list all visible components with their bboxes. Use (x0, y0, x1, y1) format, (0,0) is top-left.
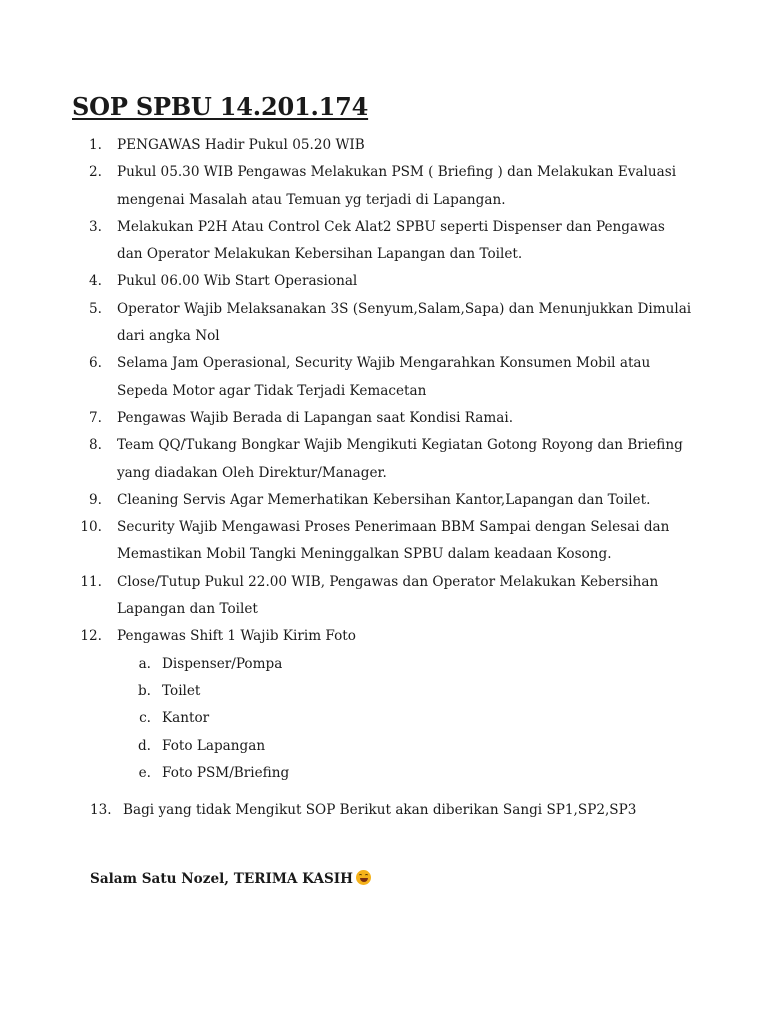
closing-text: Salam Satu Nozel, TERIMA KASIH (90, 871, 354, 887)
sop-list (0, 132, 768, 787)
list-text: Pengawas Shift 1 Wajib Kirim Foto (117, 628, 356, 645)
list-number: 11. (80, 573, 102, 590)
sublist-item (117, 705, 692, 732)
list-number: 8. (89, 437, 102, 454)
sublist-text: Kantor (162, 710, 210, 727)
list-item (0, 350, 768, 405)
sublist-letter: e. (138, 764, 151, 781)
list-text: Bagi yang tidak Mengikut SOP Berikut akan diberikan Sangi SP1,SP2,SP3 (123, 802, 637, 818)
list-text: Pukul 06.00 Wib Start Operasional (117, 273, 358, 290)
list-item (0, 569, 768, 624)
list-item (0, 487, 768, 514)
smiling-face-icon (356, 870, 371, 885)
list-number: 1. (89, 137, 102, 153)
list-number: 7. (89, 409, 102, 426)
sublist-text: Foto Lapangan (162, 737, 266, 754)
photo-sublist (117, 651, 692, 787)
smiley-eye-icon (365, 874, 368, 877)
sublist-item (117, 678, 692, 705)
list-item (0, 132, 768, 159)
list-item (0, 214, 768, 269)
sublist-letter: d. (137, 737, 151, 754)
list-text: Selama Jam Operasional, Security Wajib Mengarahkan Konsumen Mobil atau Sepeda Motor agar Tidak Terjadi Kemacetan (117, 355, 651, 399)
list-number: 12. (80, 628, 102, 645)
sublist-text: Dispenser/Pompa (162, 655, 283, 672)
list-item (0, 159, 768, 214)
sublist-letter: b. (137, 682, 151, 699)
sublist-item (117, 733, 692, 760)
closing-line (90, 866, 371, 893)
list-number: 2. (89, 164, 102, 181)
list-item (0, 405, 768, 432)
list-text: PENGAWAS Hadir Pukul 05.20 WIB (117, 137, 365, 153)
list-text: Melakukan P2H Atau Control Cek Alat2 SPBU seperti Dispenser dan Pengawas dan Operator Melakukan Kebersihan Lapangan dan Toilet. (117, 218, 665, 263)
list-text: Close/Tutup Pukul 22.00 WIB, Pengawas dan Operator Melakukan Kebersihan Lapangan dan Toilet (117, 573, 659, 618)
sublist-letter: a. (138, 655, 151, 672)
list-item (0, 268, 768, 295)
list-text: Security Wajib Mengawasi Proses Penerimaan BBM Sampai dengan Selesai dan Memastikan Mobil Tangki Meninggalkan SPBU dalam keadaan Kosong. (117, 519, 670, 563)
document-title: SOP SPBU 14.201.174 (72, 92, 369, 121)
list-text: Pukul 05.30 WIB Pengawas Melakukan PSM ( Briefing ) dan Melakukan Evaluasi mengenai Masalah atau Temuan yg terjadi di Lapangan. (117, 164, 677, 208)
list-number: 10. (80, 519, 102, 536)
sublist-letter: c. (139, 710, 151, 727)
sublist-text: Foto PSM/Briefing (162, 764, 290, 781)
list-number: 6. (89, 355, 102, 372)
list-text: Pengawas Wajib Berada di Lapangan saat Kondisi Ramai. (117, 409, 514, 426)
list-item (0, 514, 768, 569)
sublist-item (117, 760, 692, 787)
list-item-13 (90, 797, 636, 824)
list-number: 9. (89, 491, 102, 508)
list-text: Team QQ/Tukang Bongkar Wajib Mengikuti Kegiatan Gotong Royong dan Briefing yang diadakan Oleh Direktur/Manager. (117, 437, 683, 481)
list-number: 4. (89, 273, 102, 290)
list-number: 13. (90, 802, 112, 818)
list-text: Cleaning Servis Agar Memerhatikan Kebersihan Kantor,Lapangan dan Toilet. (117, 491, 651, 508)
list-text: Operator Wajib Melaksanakan 3S (Senyum,Salam,Sapa) dan Menunjukkan Dimulai dari angka Nol (117, 300, 692, 345)
list-item (0, 623, 768, 787)
list-item (0, 432, 768, 487)
sublist-text: Toilet (162, 682, 201, 699)
list-number: 3. (89, 218, 102, 235)
sublist-item (117, 651, 692, 678)
list-item (0, 296, 768, 351)
list-number: 5. (89, 300, 102, 317)
